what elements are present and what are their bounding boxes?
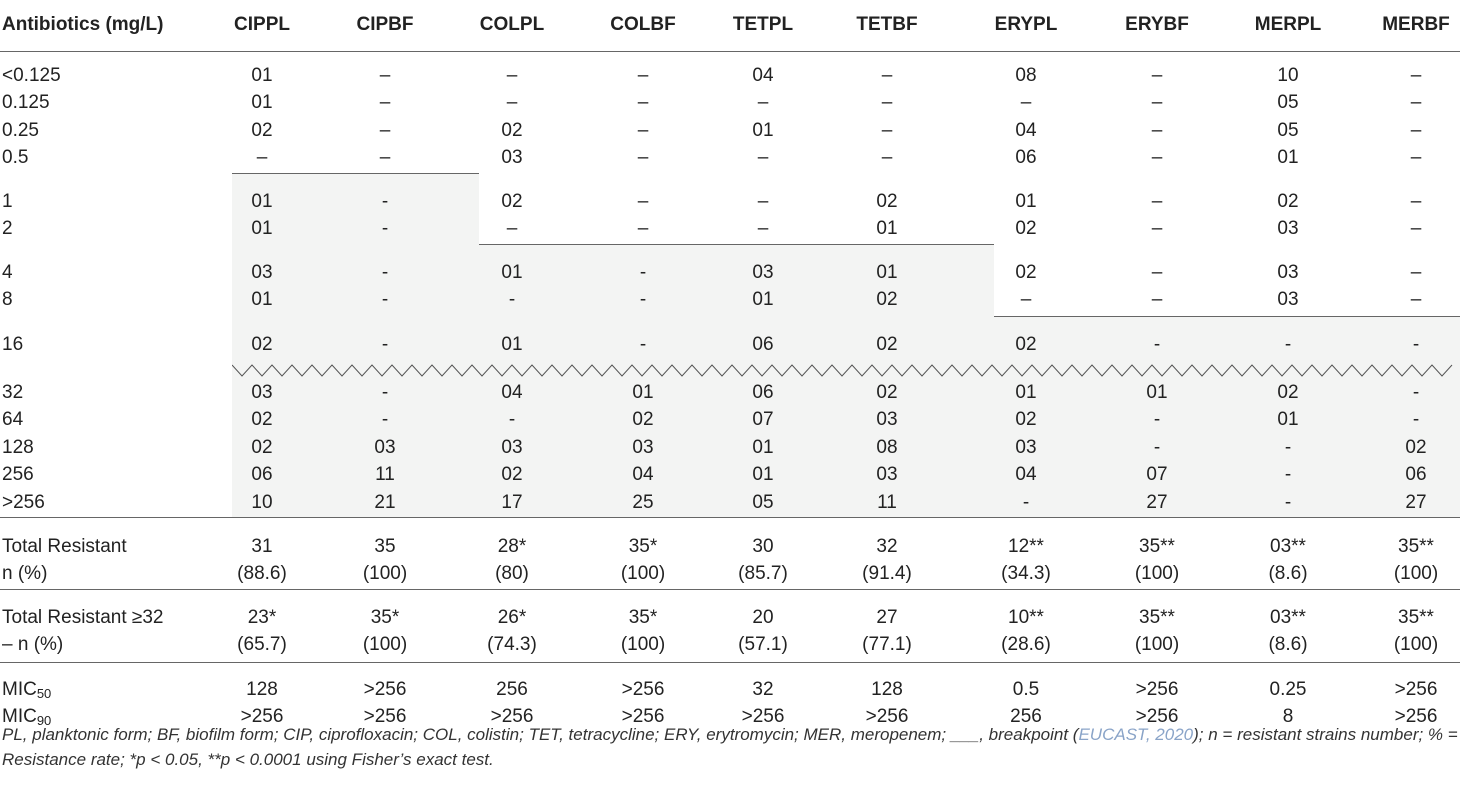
- table-cell: 04: [1015, 464, 1037, 485]
- table-cell: 01: [752, 437, 774, 458]
- table-cell: -: [1284, 464, 1292, 485]
- table-cell: (57.1): [738, 634, 788, 655]
- table-cell: 01: [251, 65, 273, 86]
- table-cell: >256: [1135, 706, 1179, 727]
- table-cell: 35: [374, 536, 396, 557]
- table-cell: >256: [1135, 679, 1179, 700]
- row-label: 32: [2, 382, 24, 403]
- table-cell: 17: [501, 492, 523, 513]
- table-cell: –: [1151, 289, 1163, 310]
- table-cell: 10**: [1008, 607, 1044, 628]
- table-cell: 26*: [497, 607, 527, 628]
- table-cell: 02: [876, 191, 898, 212]
- row-label: 256: [2, 464, 34, 485]
- table-cell: -: [1153, 334, 1161, 355]
- section-rule: [0, 589, 1460, 590]
- table-cell: 21: [374, 492, 396, 513]
- table-cell: (77.1): [862, 634, 912, 655]
- table-cell: –: [1410, 262, 1422, 283]
- column-header: ERYPL: [994, 14, 1058, 35]
- table-cell: 20: [752, 607, 774, 628]
- table-cell: 10: [251, 492, 273, 513]
- table-cell: 03: [251, 262, 273, 283]
- table-cell: 01: [501, 262, 523, 283]
- table-cell: 01: [1015, 191, 1037, 212]
- table-cell: 8: [1282, 706, 1294, 727]
- table-cell: 02: [1015, 409, 1037, 430]
- table-cell: –: [1151, 262, 1163, 283]
- table-cell: –: [379, 65, 391, 86]
- breakpoint-line: [232, 173, 479, 174]
- table-cell: –: [506, 218, 518, 239]
- section-rule: [0, 662, 1460, 663]
- column-header: CIPBF: [356, 14, 414, 35]
- table-cell: 03: [632, 437, 654, 458]
- table-cell: 07: [752, 409, 774, 430]
- table-cell: 02: [1015, 218, 1037, 239]
- row-label: n (%): [2, 563, 48, 584]
- table-cell: 04: [752, 65, 774, 86]
- table-cell: –: [1410, 191, 1422, 212]
- table-cell: (65.7): [237, 634, 287, 655]
- table-cell: 03: [251, 382, 273, 403]
- table-cell: –: [1151, 92, 1163, 113]
- table-cell: 04: [1015, 120, 1037, 141]
- table-cell: 02: [251, 437, 273, 458]
- table-cell: -: [1153, 437, 1161, 458]
- table-cell: 03: [876, 464, 898, 485]
- table-cell: 05: [752, 492, 774, 513]
- table-cell: 11: [877, 492, 897, 513]
- row-label: $MIC_{90}$: [2, 706, 52, 728]
- table-cell: (100): [1393, 634, 1439, 655]
- table-cell: 06: [251, 464, 273, 485]
- table-cell: (88.6): [237, 563, 287, 584]
- table-cell: 08: [1015, 65, 1037, 86]
- table-cell: –: [757, 191, 769, 212]
- table-cell: –: [1151, 147, 1163, 168]
- zigzag-break: [232, 363, 1460, 379]
- table-cell: 0.5: [1012, 679, 1040, 700]
- table-cell: 128: [871, 679, 903, 700]
- table-cell: 02: [1015, 262, 1037, 283]
- table-cell: >256: [1394, 706, 1438, 727]
- table-cell: -: [1412, 409, 1420, 430]
- table-cell: –: [757, 92, 769, 113]
- table-cell: –: [506, 65, 518, 86]
- table-cell: -: [639, 289, 647, 310]
- table-cell: >256: [865, 706, 909, 727]
- table-cell: –: [506, 92, 518, 113]
- table-cell: -: [381, 218, 389, 239]
- table-cell: (100): [362, 634, 408, 655]
- table-cell: –: [379, 92, 391, 113]
- row-label: 0.25: [2, 120, 39, 141]
- table-cell: -: [1412, 382, 1420, 403]
- table-cell: –: [637, 218, 649, 239]
- table-cell: –: [1410, 218, 1422, 239]
- table-cell: -: [381, 409, 389, 430]
- table-cell: –: [881, 147, 893, 168]
- table-cell: -: [381, 382, 389, 403]
- table-cell: -: [381, 262, 389, 283]
- row-label: 64: [2, 409, 24, 430]
- table-cell: 35**: [1398, 607, 1434, 628]
- table-cell: -: [1153, 409, 1161, 430]
- table-cell: >256: [363, 706, 407, 727]
- row-label: – n (%): [2, 634, 64, 655]
- table-cell: 02: [501, 191, 523, 212]
- table-cell: 02: [251, 409, 273, 430]
- table-cell: (80): [495, 563, 529, 584]
- table-cell: 02: [501, 120, 523, 141]
- table-cell: 32: [752, 679, 774, 700]
- table-cell: -: [381, 289, 389, 310]
- table-cell: 01: [501, 334, 523, 355]
- table-cell: (8.6): [1268, 563, 1308, 584]
- table-cell: 01: [251, 92, 273, 113]
- table-cell: –: [1020, 289, 1032, 310]
- table-cell: 03: [501, 147, 523, 168]
- row-label: <0.125: [2, 65, 61, 86]
- table-cell: 05: [1277, 120, 1299, 141]
- table-cell: 35**: [1139, 536, 1175, 557]
- table-cell: (100): [1134, 634, 1180, 655]
- table-cell: 35*: [370, 607, 400, 628]
- table-cell: (91.4): [862, 563, 912, 584]
- table-cell: -: [1022, 492, 1030, 513]
- table-cell: –: [757, 218, 769, 239]
- table-cell: –: [757, 147, 769, 168]
- column-header: MERBF: [1382, 14, 1450, 35]
- column-header: TETBF: [856, 14, 918, 35]
- table-cell: -: [381, 334, 389, 355]
- table-cell: 30: [752, 536, 774, 557]
- table-cell: 01: [632, 382, 654, 403]
- column-header: COLPL: [479, 14, 545, 35]
- table-cell: (100): [1134, 563, 1180, 584]
- table-cell: 07: [1146, 464, 1168, 485]
- table-cell: 23*: [247, 607, 277, 628]
- table-cell: –: [881, 65, 893, 86]
- table-cell: –: [379, 120, 391, 141]
- table-cell: >256: [240, 706, 284, 727]
- table-cell: 35**: [1139, 607, 1175, 628]
- table-cell: 01: [752, 120, 774, 141]
- table-cell: 27: [1146, 492, 1168, 513]
- table-cell: –: [256, 147, 268, 168]
- table-cell: 02: [251, 120, 273, 141]
- table-cell: (100): [1393, 563, 1439, 584]
- table-cell: >256: [621, 679, 665, 700]
- table-cell: 35*: [628, 607, 658, 628]
- table-cell: 02: [1277, 191, 1299, 212]
- header-rule: [0, 51, 1460, 52]
- table-cell: 08: [876, 437, 898, 458]
- table-cell: 03**: [1270, 607, 1306, 628]
- table-cell: –: [1151, 65, 1163, 86]
- column-header: ERYBF: [1125, 14, 1189, 35]
- table-cell: -: [1284, 492, 1292, 513]
- eucast-link[interactable]: EUCAST, 2020: [1078, 725, 1194, 744]
- row-label: >256: [2, 492, 45, 513]
- table-cell: –: [637, 191, 649, 212]
- table-cell: –: [881, 120, 893, 141]
- table-cell: -: [508, 409, 516, 430]
- table-cell: 04: [501, 382, 523, 403]
- table-cell: >256: [363, 679, 407, 700]
- table-cell: 02: [876, 382, 898, 403]
- table-cell: 05: [1277, 92, 1299, 113]
- table-cell: 128: [246, 679, 278, 700]
- table-cell: 256: [1010, 706, 1042, 727]
- table-cell: (34.3): [1001, 563, 1051, 584]
- table-cell: 01: [251, 218, 273, 239]
- table-cell: 02: [251, 334, 273, 355]
- table-cell: 04: [632, 464, 654, 485]
- breakpoint-line: [994, 316, 1460, 317]
- table-cell: 12**: [1008, 536, 1044, 557]
- table-cell: –: [1410, 147, 1422, 168]
- table-cell: 01: [251, 289, 273, 310]
- table-cell: (8.6): [1268, 634, 1308, 655]
- row-label: Total Resistant ≥32: [2, 607, 164, 628]
- table-cell: 27: [876, 607, 898, 628]
- column-header: CIPPL: [234, 14, 290, 35]
- table-cell: -: [1412, 334, 1420, 355]
- row-label: 1: [2, 191, 13, 212]
- table-cell: 10: [1277, 65, 1299, 86]
- table-cell: –: [1151, 120, 1163, 141]
- table-cell: -: [639, 334, 647, 355]
- row-label: Total Resistant: [2, 536, 127, 557]
- table-cell: –: [1151, 191, 1163, 212]
- row-label: 16: [2, 334, 24, 355]
- section-rule: [0, 517, 1460, 518]
- table-cell: 35**: [1398, 536, 1434, 557]
- table-cell: 03: [1277, 262, 1299, 283]
- table-cell: –: [881, 92, 893, 113]
- table-cell: -: [639, 262, 647, 283]
- column-header-first: Antibiotics (mg/L): [2, 14, 164, 35]
- table-cell: 06: [752, 334, 774, 355]
- table-cell: –: [1020, 92, 1032, 113]
- row-label: $MIC_{50}$: [2, 679, 52, 701]
- table-cell: –: [379, 147, 391, 168]
- table-cell: -: [381, 191, 389, 212]
- table-cell: –: [637, 92, 649, 113]
- table-cell: >256: [741, 706, 785, 727]
- table-cell: 01: [876, 262, 898, 283]
- table-cell: 02: [1015, 334, 1037, 355]
- table-cell: 01: [876, 218, 898, 239]
- table-cell: >256: [1394, 679, 1438, 700]
- row-label: 2: [2, 218, 13, 239]
- table-cell: 02: [501, 464, 523, 485]
- table-cell: >256: [490, 706, 534, 727]
- row-label: 0.125: [2, 92, 50, 113]
- table-cell: 01: [1015, 382, 1037, 403]
- table-cell: 01: [1277, 409, 1299, 430]
- table-cell: 03: [1015, 437, 1037, 458]
- table-cell: 06: [1405, 464, 1427, 485]
- table-cell: 0.25: [1269, 679, 1307, 700]
- table-cell: >256: [621, 706, 665, 727]
- table-cell: –: [1410, 120, 1422, 141]
- table-cell: (74.3): [487, 634, 537, 655]
- table-cell: 27: [1405, 492, 1427, 513]
- table-cell: -: [1284, 437, 1292, 458]
- table-cell: –: [637, 120, 649, 141]
- table-cell: 02: [1277, 382, 1299, 403]
- table-cell: –: [637, 65, 649, 86]
- table-cell: –: [1410, 92, 1422, 113]
- table-cell: –: [637, 147, 649, 168]
- table-cell: 01: [752, 464, 774, 485]
- table-cell: 02: [1405, 437, 1427, 458]
- row-label: 8: [2, 289, 13, 310]
- table-cell: –: [1410, 65, 1422, 86]
- table-cell: 02: [876, 334, 898, 355]
- breakpoint-line: [479, 244, 994, 245]
- table-cell: 01: [251, 191, 273, 212]
- table-cell: 32: [876, 536, 898, 557]
- table-cell: 03: [1277, 289, 1299, 310]
- table-cell: 06: [752, 382, 774, 403]
- table-cell: 28*: [497, 536, 527, 557]
- table-cell: 256: [496, 679, 528, 700]
- table-cell: 03: [752, 262, 774, 283]
- table-cell: 06: [1015, 147, 1037, 168]
- table-cell: –: [1151, 218, 1163, 239]
- table-cell: 03: [374, 437, 396, 458]
- table-cell: 03: [876, 409, 898, 430]
- table-cell: 03: [501, 437, 523, 458]
- column-header: MERPL: [1254, 14, 1322, 35]
- row-label: 4: [2, 262, 13, 283]
- column-header: TETPL: [732, 14, 794, 35]
- column-header: COLBF: [610, 14, 676, 35]
- table-cell: 11: [375, 464, 395, 485]
- table-cell: (28.6): [1001, 634, 1051, 655]
- table-cell: 02: [876, 289, 898, 310]
- table-cell: (85.7): [738, 563, 788, 584]
- table-cell: 03: [1277, 218, 1299, 239]
- table-cell: 01: [1277, 147, 1299, 168]
- row-label: 0.5: [2, 147, 29, 168]
- table-cell: -: [508, 289, 516, 310]
- row-label: 128: [2, 437, 34, 458]
- table-cell: (100): [620, 563, 666, 584]
- table-cell: 03**: [1270, 536, 1306, 557]
- table-cell: 25: [632, 492, 654, 513]
- table-cell: -: [1284, 334, 1292, 355]
- table-cell: 31: [251, 536, 273, 557]
- table-footnote: PL, planktonic form; BF, biofilm form; CIP, ciprofloxacin; COL, colistin; TET, tetracycline; ERY, erytromycin; MER, meropenem; ___, breakpoint (EUCAST, 2020); n = resistant strains number; % = Resistance rate; *p < 0.05, **p < 0.0001 using Fisher’s exact test.: [2, 725, 1458, 769]
- table-cell: 01: [752, 289, 774, 310]
- table-cell: –: [1410, 289, 1422, 310]
- table-cell: 01: [1146, 382, 1168, 403]
- table-cell: 02: [632, 409, 654, 430]
- table-cell: (100): [362, 563, 408, 584]
- table-cell: (100): [620, 634, 666, 655]
- table-cell: 35*: [628, 536, 658, 557]
